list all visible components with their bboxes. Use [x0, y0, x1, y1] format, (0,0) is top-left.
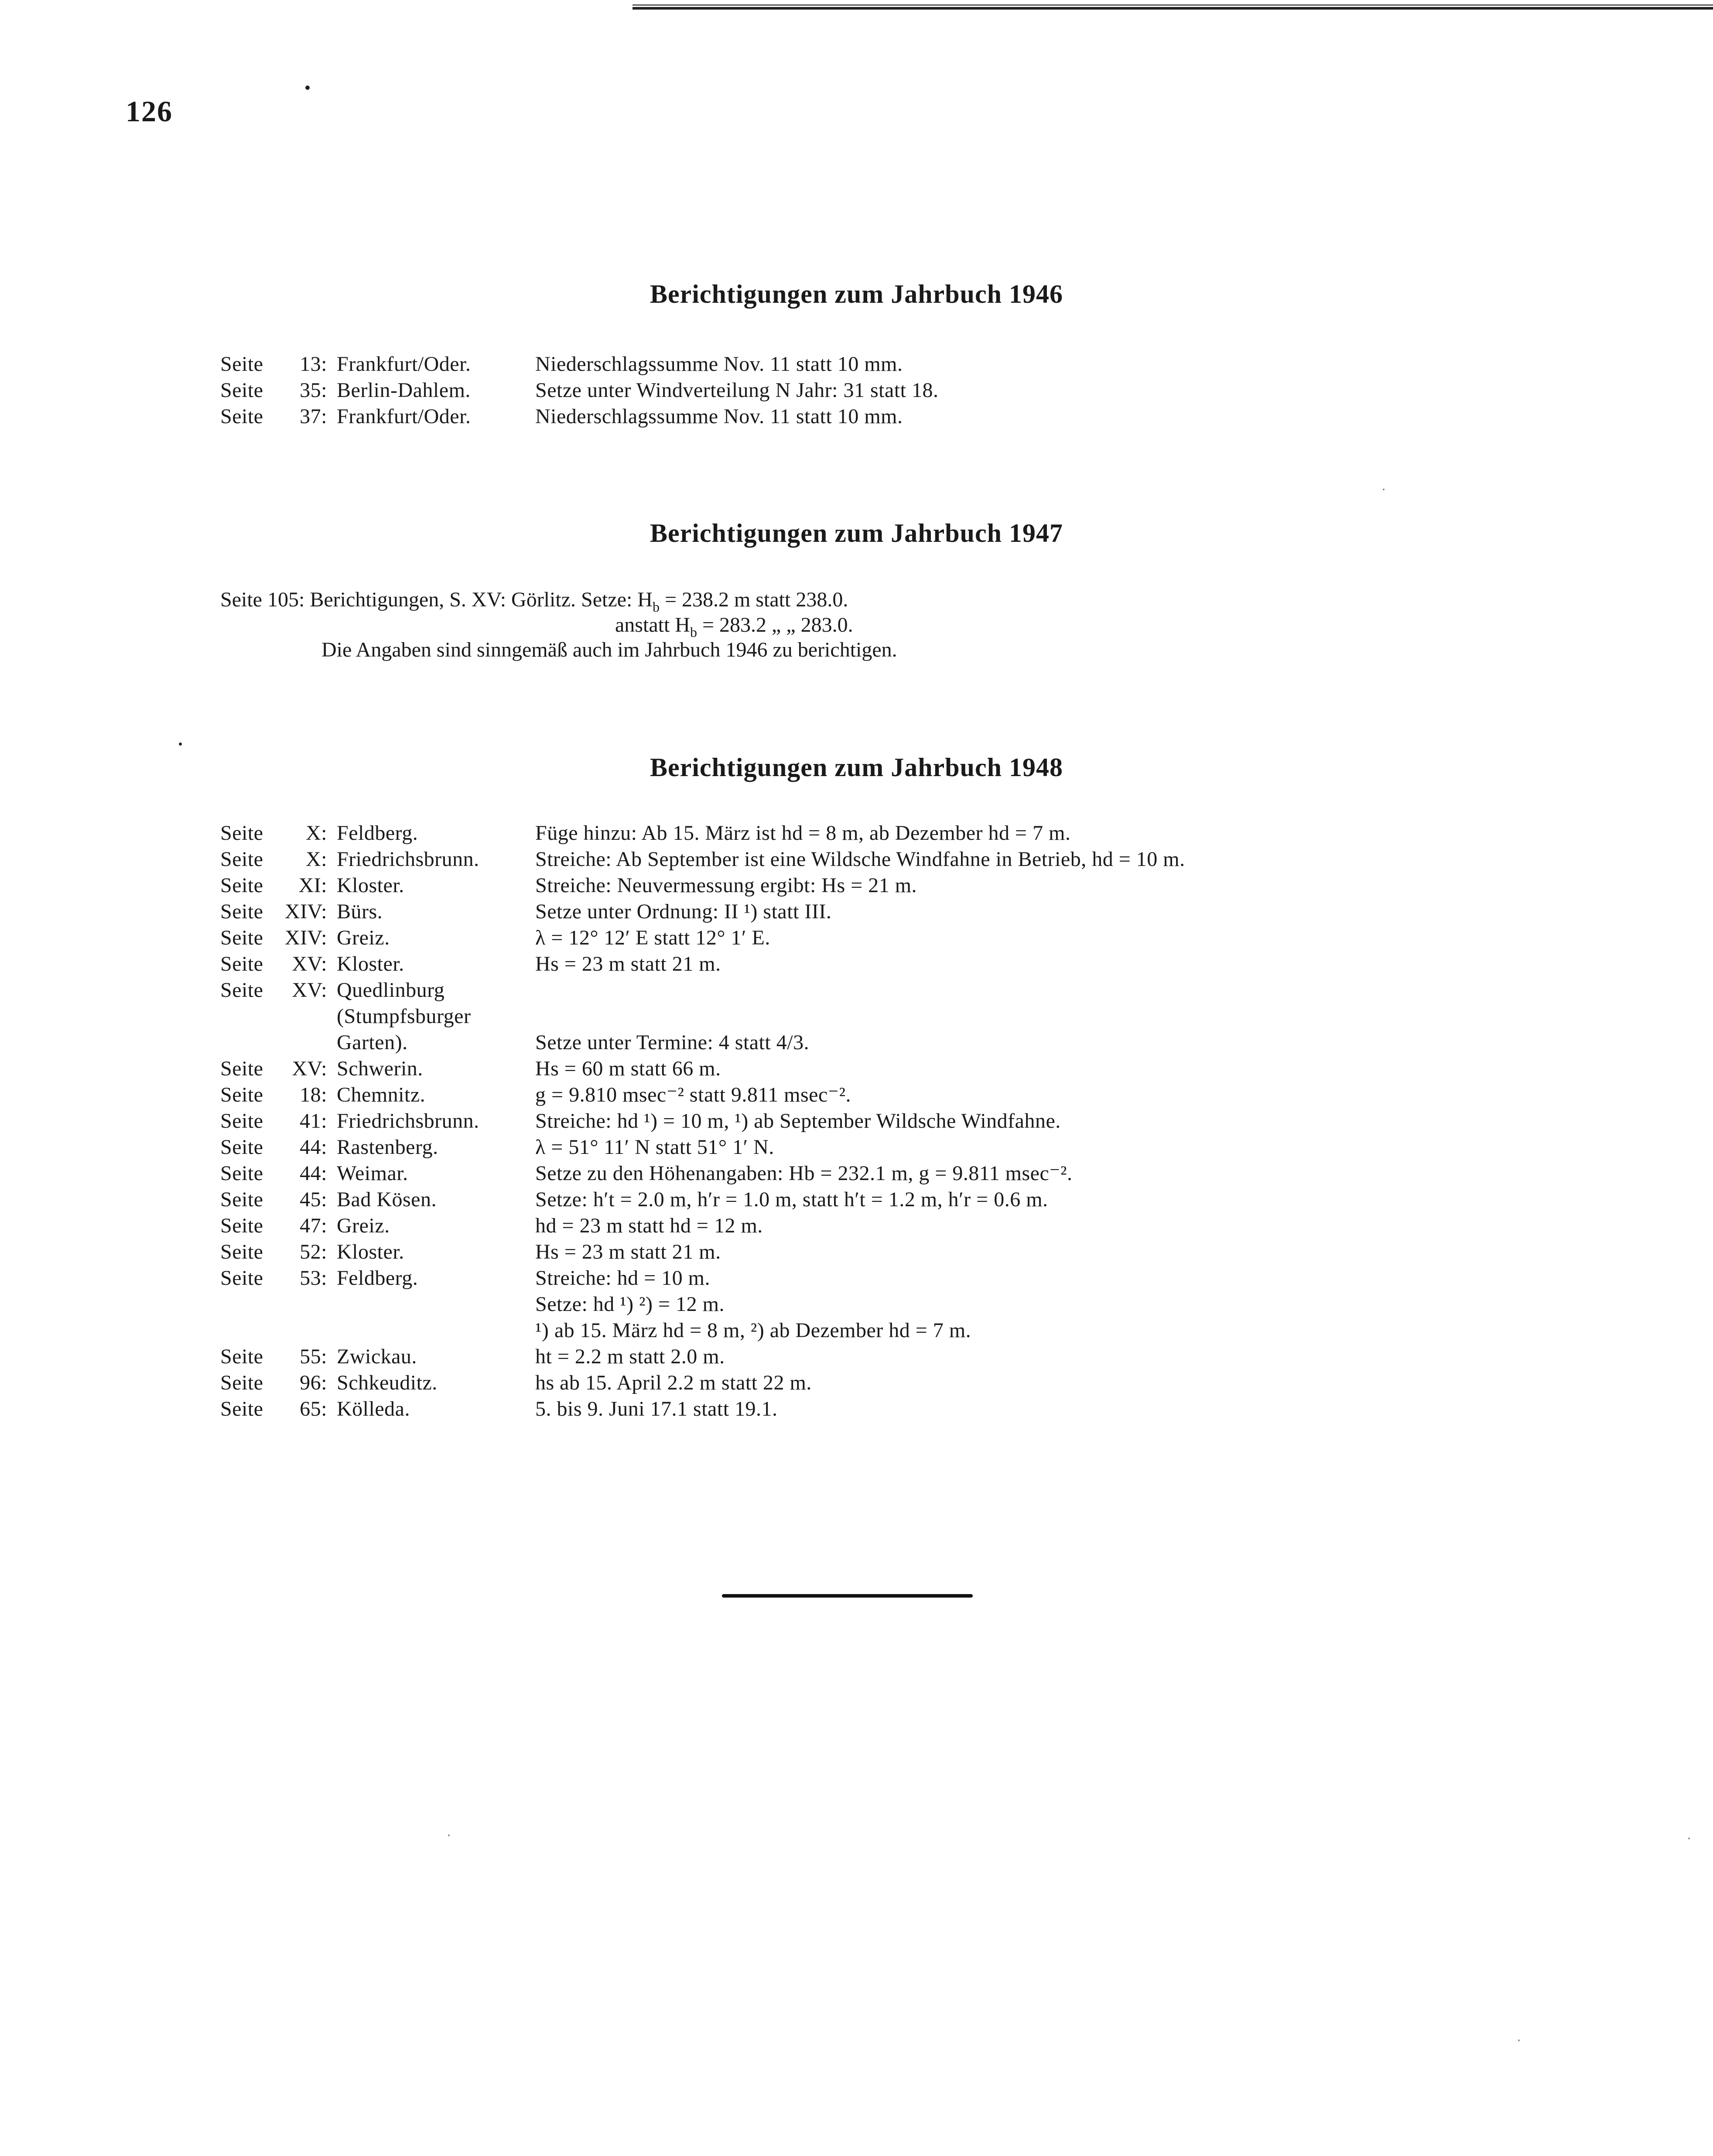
- ink-dot: [179, 743, 182, 746]
- correction-text: Streiche: hd = 10 m.: [535, 1266, 711, 1290]
- page-ref: 65:: [300, 1397, 327, 1420]
- station-name: Garten).: [337, 1031, 408, 1054]
- line1-text: Seite 105: Berichtigungen, S. XV: Görlitz. Setze: H: [220, 588, 653, 611]
- seite-label: Seite: [220, 379, 263, 402]
- page-ref-cell: [244, 820, 327, 846]
- correction-text: Setze unter Windverteilung N Jahr: 31 statt 18.: [535, 379, 939, 402]
- correction-text: Streiche: Neuvermessung ergibt: Hs = 21 m.: [535, 874, 917, 897]
- heading-1947: Berichtigungen zum Jahrbuch 1947: [650, 519, 1063, 548]
- page-ref: XV:: [292, 952, 327, 975]
- station-name: Kloster.: [337, 874, 404, 897]
- page-ref: 41:: [300, 1109, 327, 1133]
- station-name: Friedrichsbrunn.: [337, 848, 479, 871]
- correction-text: λ = 12° 12′ E statt 12° 1′ E.: [535, 926, 770, 949]
- correction-text: Füge hinzu: Ab 15. März ist hd = 8 m, ab Dezember hd = 7 m.: [535, 821, 1071, 845]
- station-name: Frankfurt/Oder.: [337, 405, 471, 428]
- page-ref: 44:: [300, 1136, 327, 1159]
- page-number: 126: [126, 95, 173, 128]
- correction-text: Streiche: Ab September ist eine Wildsche Windfahne in Betrieb, hd = 10 m.: [535, 848, 1185, 871]
- page-ref: 44:: [300, 1162, 327, 1185]
- correction-text: Hs = 23 m statt 21 m.: [535, 952, 721, 975]
- station-name: Bad Kösen.: [337, 1188, 437, 1211]
- page-ref-cell: [244, 1396, 327, 1422]
- page-ref-cell: [244, 1030, 327, 1056]
- station-name: Feldberg.: [337, 1266, 418, 1290]
- page-ref: X:: [306, 821, 327, 845]
- correction-text: Setze unter Termine: 4 statt 4/3.: [535, 1031, 810, 1054]
- page-ref-cell: [244, 1056, 327, 1082]
- seite-label: Seite: [220, 1083, 263, 1106]
- correction-text: Niederschlagssumme Nov. 11 statt 10 mm.: [535, 352, 903, 376]
- page-ref: 52:: [300, 1240, 327, 1263]
- page-ref: XIV:: [284, 926, 327, 949]
- correction-text: Setze: hd ¹) ²) = 12 m.: [535, 1293, 725, 1316]
- page-ref: 96:: [300, 1371, 327, 1394]
- correction-text: λ = 51° 11′ N statt 51° 1′ N.: [535, 1136, 774, 1159]
- station-name: Chemnitz.: [337, 1083, 426, 1106]
- seite-label: Seite: [220, 1266, 263, 1290]
- page-ref-cell: [244, 1265, 327, 1291]
- seite-label: Seite: [220, 900, 263, 923]
- page-ref-cell: [244, 1134, 327, 1160]
- station-name: Quedlinburg: [337, 979, 445, 1002]
- seite-label: Seite: [220, 1162, 263, 1185]
- seite-label: Seite: [220, 352, 263, 376]
- station-name: Kloster.: [337, 1240, 404, 1263]
- correction-text: Hs = 60 m statt 66 m.: [535, 1057, 721, 1080]
- page-ref-cell: [244, 899, 327, 925]
- station-name: Berlin-Dahlem.: [337, 379, 471, 402]
- correction-text: g = 9.810 msec⁻² statt 9.811 msec⁻².: [535, 1083, 851, 1106]
- line1-value: = 238.2 m statt 238.0.: [659, 588, 848, 611]
- page-ref: 55:: [300, 1345, 327, 1368]
- seite-label: Seite: [220, 821, 263, 845]
- station-name: Kloster.: [337, 952, 404, 975]
- seite-label: Seite: [220, 1214, 263, 1237]
- page-ref-cell: [244, 1213, 327, 1239]
- page-ref-cell: [244, 873, 327, 899]
- seite-label: Seite: [220, 979, 263, 1002]
- station-name: Kölleda.: [337, 1397, 410, 1420]
- seite-label: Seite: [220, 848, 263, 871]
- seite-label: Seite: [220, 926, 263, 949]
- seite-label: Seite: [220, 1345, 263, 1368]
- page-ref-cell: [244, 846, 327, 873]
- station-name: Greiz.: [337, 1214, 390, 1237]
- station-name: Rastenberg.: [337, 1136, 438, 1159]
- correction-text: hd = 23 m statt hd = 12 m.: [535, 1214, 763, 1237]
- station-name: Schwerin.: [337, 1057, 423, 1080]
- page-ref-cell: [244, 404, 327, 430]
- heading-1946: Berichtigungen zum Jahrbuch 1946: [650, 280, 1063, 308]
- page-ref-cell: [244, 1160, 327, 1187]
- page-ref: 18:: [300, 1083, 327, 1106]
- correction-text: Streiche: hd ¹) = 10 m, ¹) ab September Wildsche Windfahne.: [535, 1109, 1061, 1133]
- scan-speck: [1688, 1838, 1690, 1839]
- station-name: Frankfurt/Oder.: [337, 352, 471, 376]
- page-ref-cell: [244, 1082, 327, 1108]
- station-name: Schkeuditz.: [337, 1371, 438, 1394]
- correction-text: Niederschlagssumme Nov. 11 statt 10 mm.: [535, 405, 903, 428]
- subscript: b: [690, 624, 697, 640]
- page-ref-cell: [244, 351, 327, 377]
- ink-dot: [305, 86, 310, 90]
- heading-1948: Berichtigungen zum Jahrbuch 1948: [650, 753, 1063, 782]
- page-ref: XV:: [292, 1057, 327, 1080]
- page-ref: XI:: [298, 874, 327, 897]
- seite-label: Seite: [220, 1136, 263, 1159]
- page-ref-cell: [244, 1108, 327, 1134]
- page-ref-cell: [244, 1318, 327, 1344]
- correction-text: ¹) ab 15. März hd = 8 m, ²) ab Dezember hd = 7 m.: [535, 1319, 971, 1342]
- scan-speck: [448, 1834, 450, 1836]
- line2-value: = 283.2 „ „ 283.0.: [697, 613, 853, 637]
- line2-text: anstatt H: [615, 613, 690, 637]
- station-name: (Stumpfsburger: [337, 1005, 471, 1028]
- page-ref: 47:: [300, 1214, 327, 1237]
- seite-label: Seite: [220, 1188, 263, 1211]
- station-name: Feldberg.: [337, 821, 418, 845]
- seite-label: Seite: [220, 1371, 263, 1394]
- subscript: b: [652, 599, 660, 615]
- correction-text: Setze zu den Höhenangaben: Hb = 232.1 m, g = 9.811 msec⁻².: [535, 1162, 1073, 1185]
- page-ref-cell: [244, 1291, 327, 1318]
- section-end-rule: [722, 1594, 973, 1598]
- correction-1947-line1: [220, 587, 848, 615]
- page-ref-cell: [244, 1003, 327, 1030]
- station-name: Greiz.: [337, 926, 390, 949]
- seite-label: Seite: [220, 1057, 263, 1080]
- station-name: Zwickau.: [337, 1345, 417, 1368]
- page-ref-cell: [244, 925, 327, 951]
- page-ref: XIV:: [284, 900, 327, 923]
- page-ref: 37:: [300, 405, 327, 428]
- station-name: Friedrichsbrunn.: [337, 1109, 479, 1133]
- correction-text: hs ab 15. April 2.2 m statt 22 m.: [535, 1371, 812, 1394]
- page-ref-cell: [244, 377, 327, 404]
- seite-label: Seite: [220, 1240, 263, 1263]
- seite-label: Seite: [220, 1109, 263, 1133]
- page-ref-cell: [244, 1239, 327, 1265]
- page-ref-cell: [244, 1344, 327, 1370]
- seite-label: Seite: [220, 952, 263, 975]
- seite-label: Seite: [220, 405, 263, 428]
- correction-1947-line2: [615, 612, 853, 640]
- page-ref: 13:: [300, 352, 327, 376]
- page-ref-cell: [244, 1370, 327, 1396]
- correction-text: Setze unter Ordnung: II ¹) statt III.: [535, 900, 832, 923]
- seite-label: Seite: [220, 874, 263, 897]
- page-ref-cell: [244, 977, 327, 1003]
- correction-1947-note: Die Angaben sind sinngemäß auch im Jahrbuch 1946 zu berichtigen.: [321, 638, 897, 661]
- page-ref: 45:: [300, 1188, 327, 1211]
- correction-text: Hs = 23 m statt 21 m.: [535, 1240, 721, 1263]
- correction-text: 5. bis 9. Juni 17.1 statt 19.1.: [535, 1397, 778, 1420]
- page-ref: 53:: [300, 1266, 327, 1290]
- correction-text: ht = 2.2 m statt 2.0 m.: [535, 1345, 725, 1368]
- seite-label: Seite: [220, 1397, 263, 1420]
- page-ref: XV:: [292, 979, 327, 1002]
- page-ref-cell: [244, 1187, 327, 1213]
- page-ref-cell: [244, 951, 327, 977]
- scan-speck: [1518, 2040, 1520, 2041]
- page-ref: X:: [306, 848, 327, 871]
- top-rule: [633, 4, 1713, 10]
- page-ref: 35:: [300, 379, 327, 402]
- correction-text: Setze: h′t = 2.0 m, h′r = 1.0 m, statt h′t = 1.2 m, h′r = 0.6 m.: [535, 1188, 1048, 1211]
- station-name: Bürs.: [337, 900, 383, 923]
- station-name: Weimar.: [337, 1162, 408, 1185]
- scan-speck: [1383, 489, 1385, 490]
